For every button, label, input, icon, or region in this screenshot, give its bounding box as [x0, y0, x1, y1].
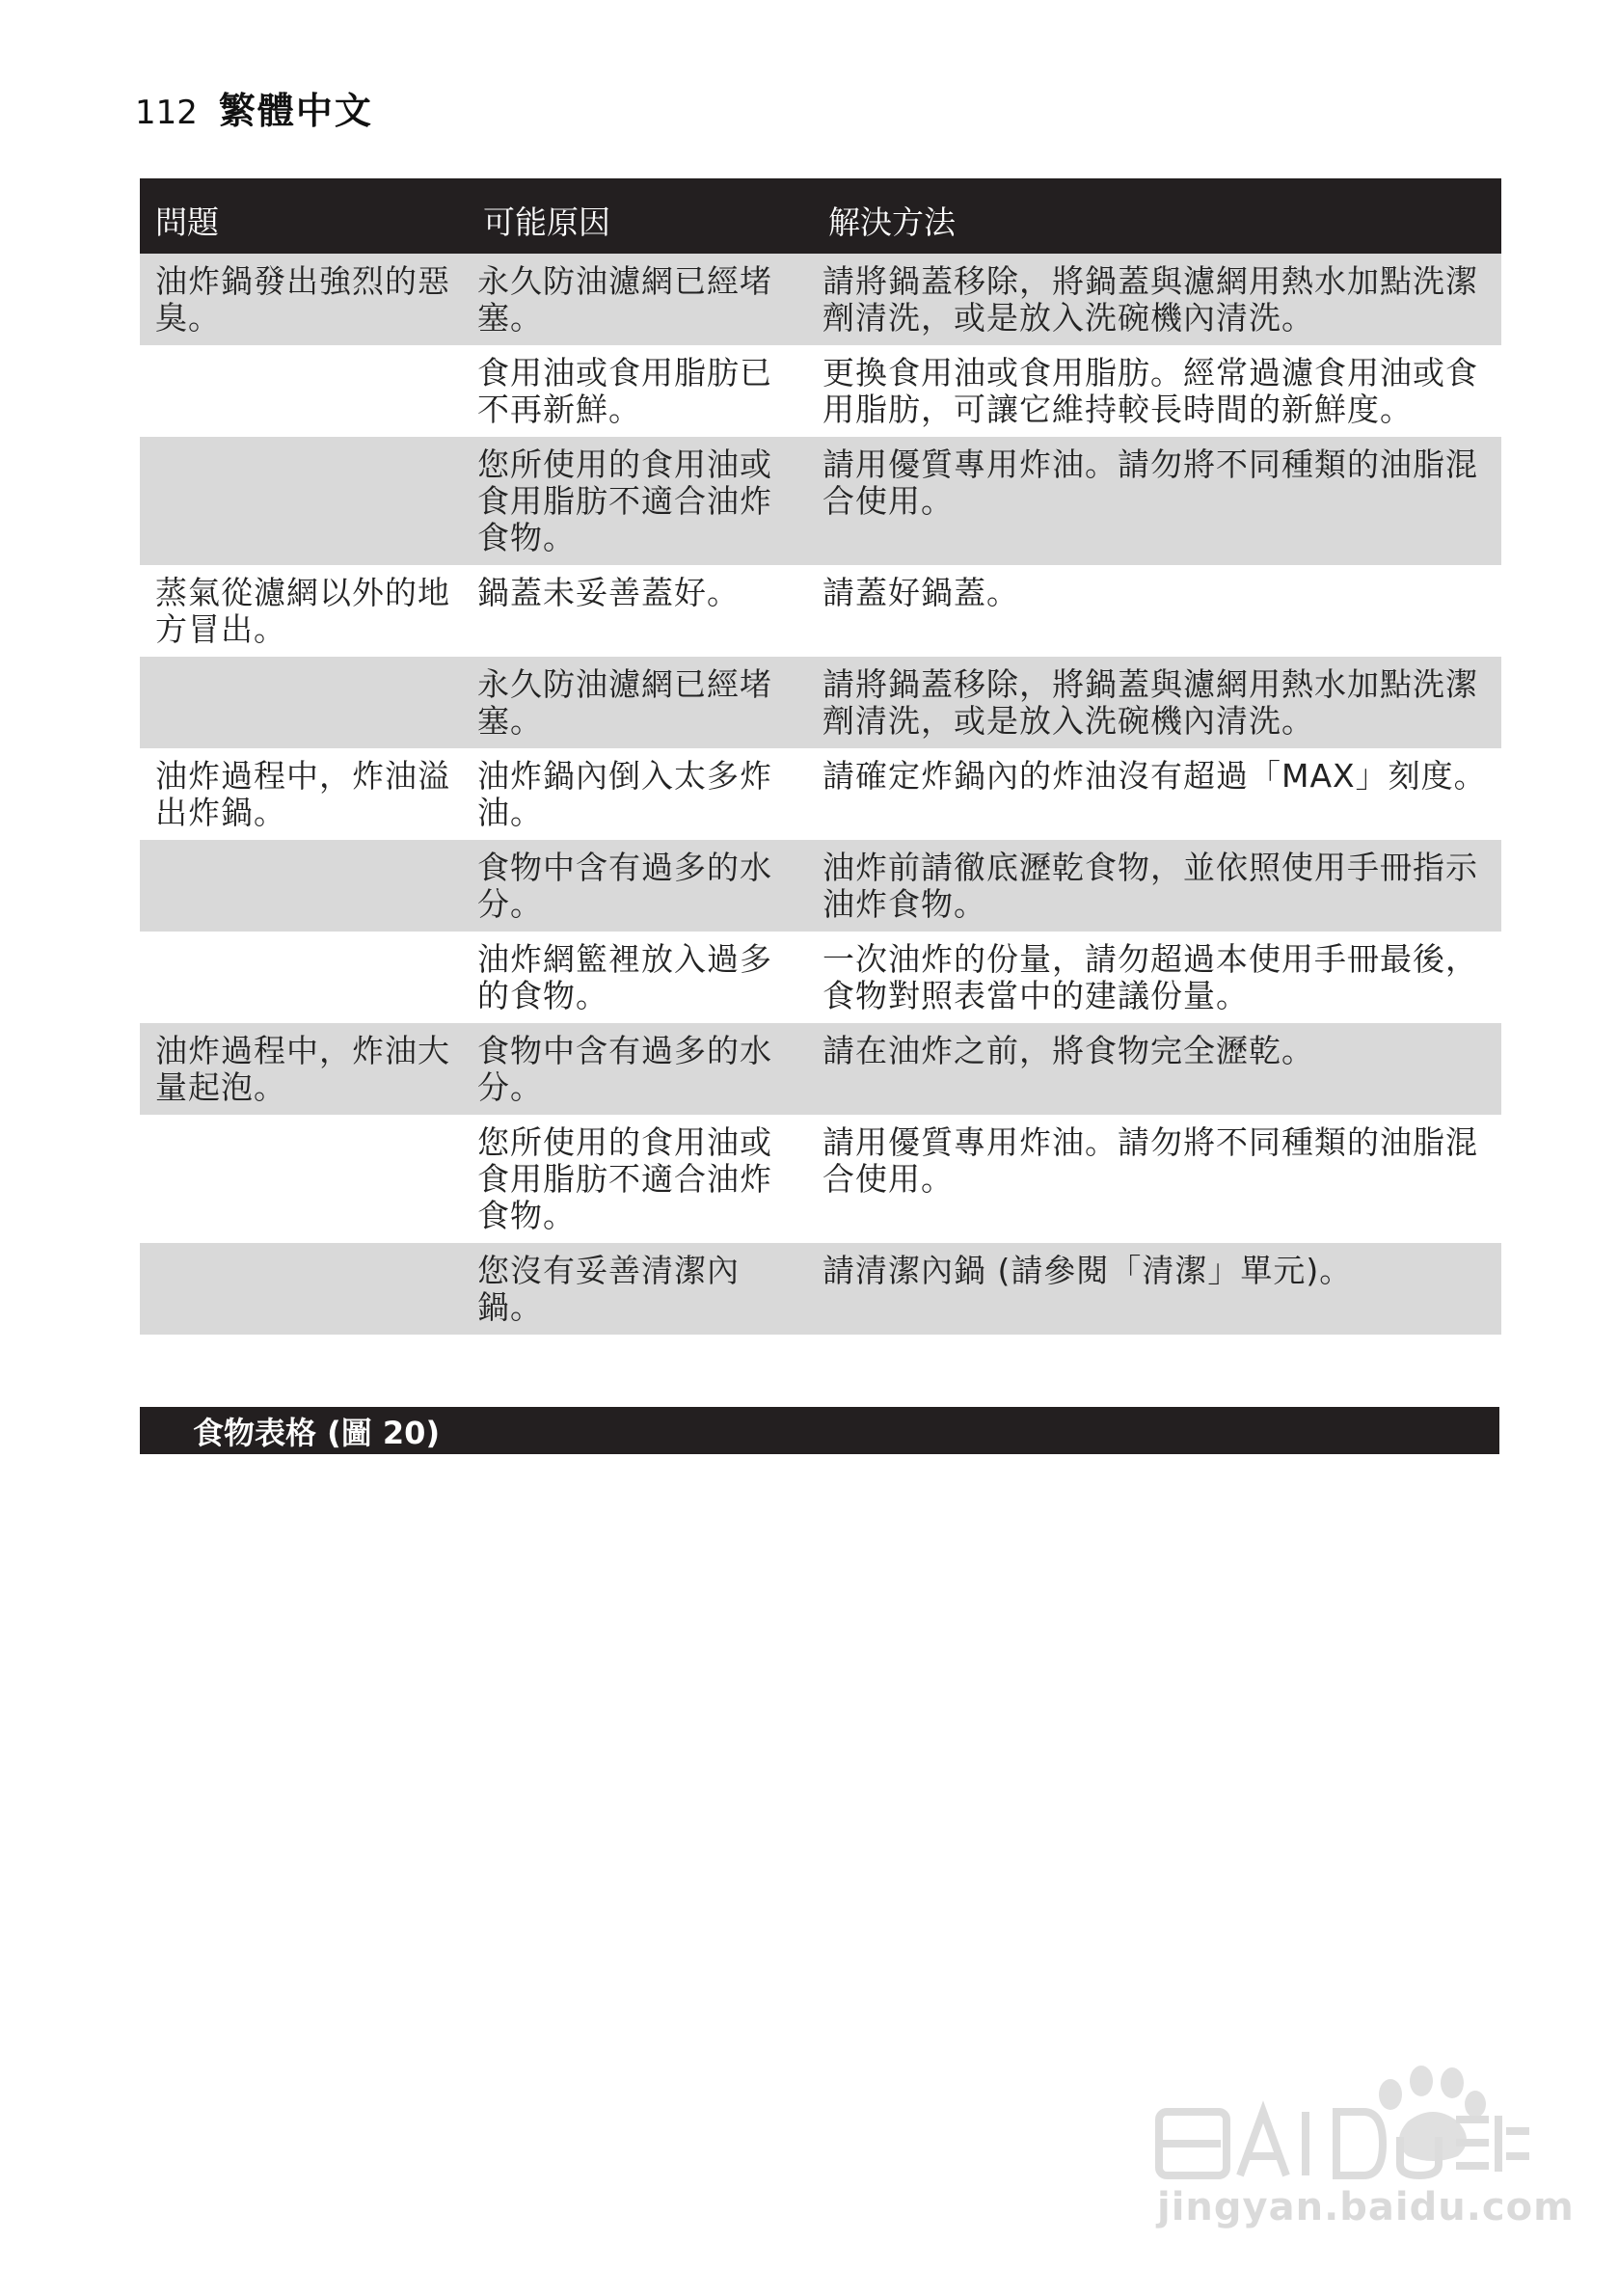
- cell-problem: 油炸鍋發出強烈的惡臭。: [140, 254, 468, 345]
- table-body: [140, 254, 1501, 1335]
- page-language-title: 繁體中文: [218, 90, 373, 132]
- cell-problem: [140, 657, 468, 748]
- cell-solution: 請將鍋蓋移除，將鍋蓋與濾網用熱水加點洗潔劑清洗，或是放入洗碗機內清洗。: [813, 657, 1501, 748]
- cell-problem: 油炸過程中，炸油大量起泡。: [140, 1023, 468, 1115]
- cell-problem: [140, 840, 468, 932]
- cell-problem: [140, 932, 468, 1023]
- cell-problem: [140, 1243, 468, 1335]
- cell-cause: 食用油或食用脂肪已不再新鮮。: [477, 354, 772, 428]
- table-row: [140, 1243, 1501, 1335]
- baidu-watermark: [1147, 2044, 1575, 2237]
- cell-problem: [140, 437, 468, 565]
- table-row: [140, 565, 1501, 657]
- column-header-solution: 解決方法: [813, 178, 1501, 254]
- cell-solution: 請在油炸之前，將食物完全瀝乾。: [813, 1023, 1501, 1115]
- table-row: [140, 932, 1501, 1023]
- cell-solution: 油炸前請徹底瀝乾食物，並依照使用手冊指示油炸食物。: [813, 840, 1501, 932]
- table-header: [140, 178, 1501, 254]
- column-header-cause: 可能原因: [468, 178, 813, 254]
- cell-cause: 油炸網籃裡放入過多的食物。: [477, 940, 772, 1014]
- table-row: [140, 1023, 1501, 1115]
- baidu-paw-logo-icon: [1147, 2044, 1533, 2189]
- column-header-problem: 問題: [140, 178, 468, 254]
- cell-solution: 請蓋好鍋蓋。: [822, 574, 1019, 611]
- cell-cause: 食物中含有過多的水分。: [468, 1023, 813, 1115]
- cell-cause: 永久防油濾網已經堵塞。: [468, 254, 813, 345]
- table-row: [140, 840, 1501, 932]
- table-row: [140, 254, 1501, 345]
- table-row: [140, 657, 1501, 748]
- cell-problem: 蒸氣從濾網以外的地方冒出。: [155, 574, 450, 648]
- cell-cause: 永久防油濾網已經堵塞。: [468, 657, 813, 748]
- cell-cause: 您所使用的食用油或食用脂肪不適合油炸食物。: [468, 437, 813, 565]
- cell-problem: [140, 345, 468, 437]
- table-row: [140, 748, 1501, 840]
- cell-cause: 食物中含有過多的水分。: [468, 840, 813, 932]
- cell-solution: 請將鍋蓋移除，將鍋蓋與濾網用熱水加點洗潔劑清洗，或是放入洗碗機內清洗。: [813, 254, 1501, 345]
- table-row: [140, 345, 1501, 437]
- cell-problem: [140, 1115, 468, 1243]
- page-number: 112: [135, 94, 198, 132]
- cell-cause: 油炸鍋內倒入太多炸油。: [477, 757, 772, 831]
- cell-solution: 更換食用油或食用脂肪。經常過濾食用油或食用脂肪，可讓它維持較長時間的新鮮度。: [822, 354, 1478, 428]
- section-heading: 食物表格 (圖 20): [193, 1414, 441, 1451]
- table-row: [140, 1115, 1501, 1243]
- cell-solution: 一次油炸的份量，請勿超過本使用手冊最後，食物對照表當中的建議份量。: [822, 940, 1478, 1014]
- cell-solution: 請用優質專用炸油。請勿將不同種類的油脂混合使用。: [813, 437, 1501, 565]
- table-row: [140, 437, 1501, 565]
- cell-solution: 請確定炸鍋內的炸油沒有超過「MAX」刻度。: [822, 757, 1487, 795]
- cell-cause: 您所使用的食用油或食用脂肪不適合油炸食物。: [477, 1123, 772, 1234]
- cell-solution: 請清潔內鍋 (請參閱「清潔」單元)。: [813, 1243, 1501, 1335]
- cell-solution: 請用優質專用炸油。請勿將不同種類的油脂混合使用。: [822, 1123, 1478, 1198]
- watermark-url: jingyan.baidu.com: [1157, 2185, 1575, 2229]
- section-heading-bar: [140, 1407, 1499, 1454]
- cell-cause: 鍋蓋未妥善蓋好。: [477, 574, 740, 611]
- cell-problem: 油炸過程中，炸油溢出炸鍋。: [155, 757, 450, 831]
- troubleshooting-table: [140, 178, 1501, 1335]
- cell-cause: 您沒有妥善清潔內鍋。: [468, 1243, 813, 1335]
- page-header: [135, 81, 373, 132]
